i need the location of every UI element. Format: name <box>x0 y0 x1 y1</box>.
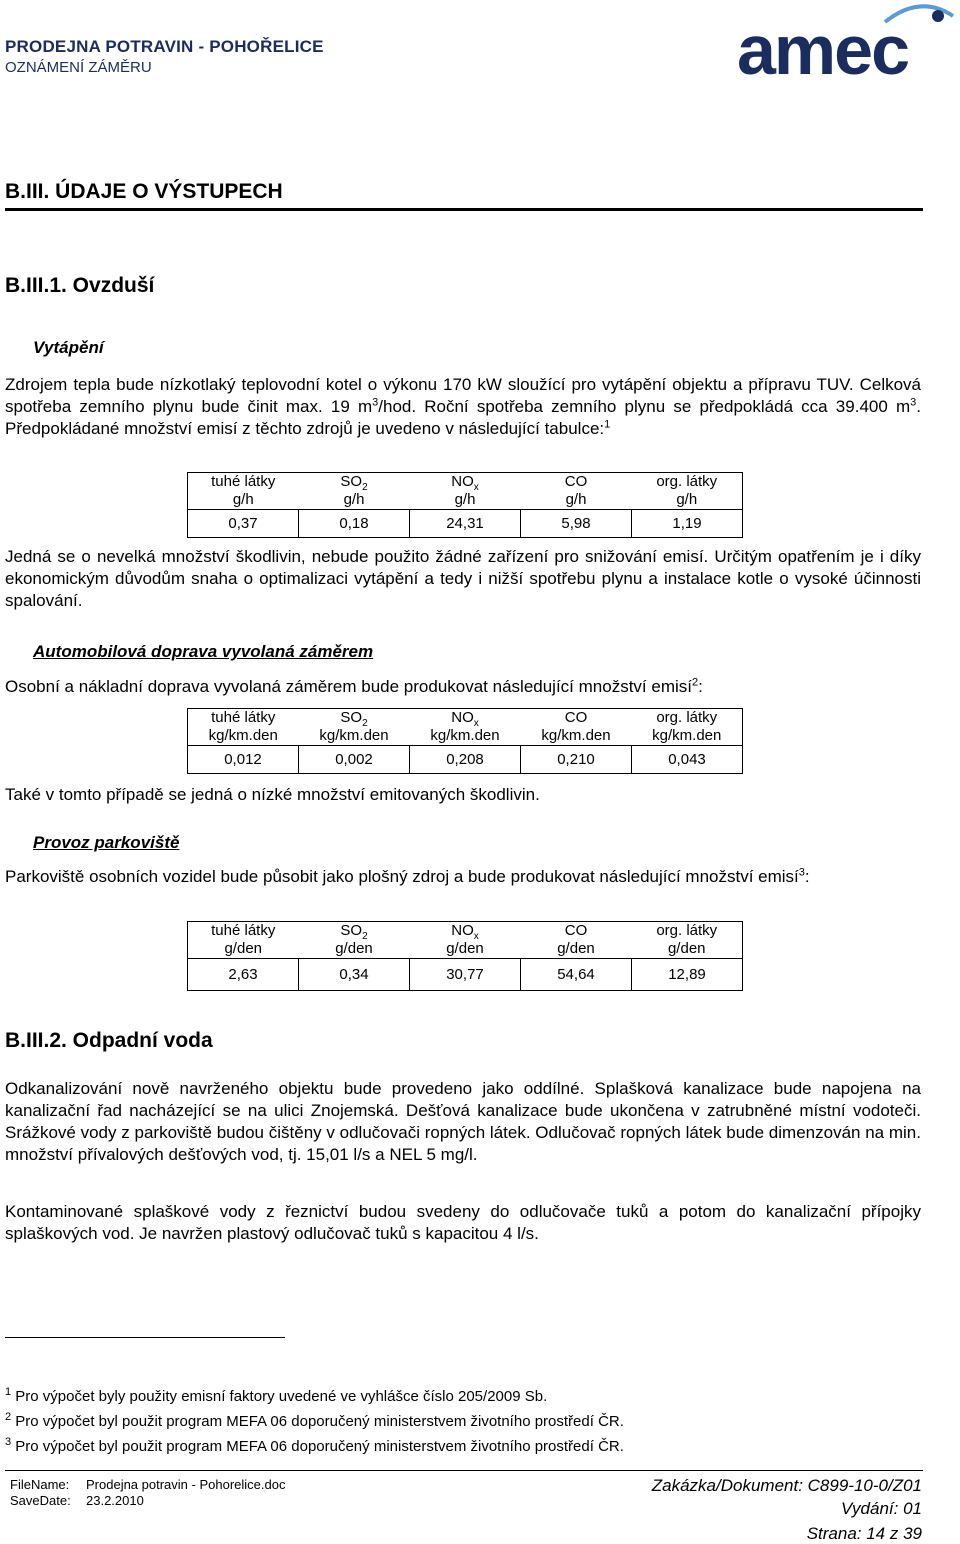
table-value-cell: 0,002 <box>299 746 410 774</box>
table-value-cell: 0,34 <box>299 959 410 991</box>
section-title: B.III. ÚDAJE O VÝSTUPECH <box>5 180 283 203</box>
water-paragraph-1: Odkanalizování nově navrženého objektu bude provedeno jako oddílné. Splašková kanalizace bude napojena na kanalizační řad nacházející se na ulici Znojemská. Dešťová kanalizace bude ukončena v zatrubněné místní vodoteči. Srážkové vody z parkoviště budou čištěny v odlučovači ropných látek. Odlučovač ropných látek bude dimenzován na min. množství přívalových dešťových vod, tj. 15,01 l/s a NEL 5 mg/l. <box>5 1079 921 1164</box>
table-header-cell: org. látky kg/km.den <box>652 709 722 744</box>
table-header-cell: CO g/den <box>557 922 595 957</box>
table-header-cell: $SO_2$ g/h <box>340 473 368 508</box>
table-header-cell: $NO_x$ kg/km.den <box>430 709 500 744</box>
heating-paragraph-2: Jedná se o nevelká množství škodlivin, nebude použito žádné zařízení pro snižování emisí. Určitým opatřením je i díky ekonomickým důvodům snaha o optimalizaci vytápění a tedy i nižší spotřebu plynu a instalace kotle o vysoké účinnosti spalování. <box>5 547 921 610</box>
table-header-cell: $NO_x$ g/den <box>446 922 484 957</box>
table-value-cell: 12,89 <box>632 959 743 991</box>
table-header-cell: $SO_2$ kg/km.den <box>319 709 389 744</box>
traffic-paragraph-1: Osobní a nákladní doprava vyvolaná záměrem bude produkovat následující množství emisí$^2$: <box>5 676 703 696</box>
document-header-title: PRODEJNA POTRAVIN - POHOŘELICE <box>5 37 324 56</box>
table-header-cell: $NO_x$ g/h <box>451 473 479 508</box>
table-header-cell: org. látky g/den <box>656 922 718 957</box>
table-header-cell: tuhé látky g/den <box>211 922 276 957</box>
table-value-cell: 0,18 <box>299 510 410 538</box>
table-value-cell: 0,208 <box>410 746 521 774</box>
footer-savedate: 23.2.2010 <box>86 1493 144 1508</box>
amec-logo-graphic <box>735 2 957 82</box>
table-header-cell: $SO_2$ g/den <box>335 922 373 957</box>
footnote-1: $^1$ Pro výpočet byly použity emisní faktory uvedené ve vyhlášce číslo 205/2009 Sb. <box>5 1386 548 1405</box>
parking-heading: Provoz parkoviště <box>33 833 180 852</box>
footnote-2: $^2$ Pro výpočet byl použit program MEFA 06 doporučený ministerstvem životního prostředí ČR. <box>5 1411 624 1430</box>
table-value-cell: 1,19 <box>632 510 743 538</box>
footer-savedate-label: SaveDate: <box>10 1493 71 1508</box>
table-value-cell: 5,98 <box>521 510 632 538</box>
section-divider <box>5 208 923 211</box>
footer-filename-label: FileName: <box>10 1477 70 1492</box>
table-header-cell: CO kg/km.den <box>541 709 611 744</box>
table-header-cell: org. látky g/h <box>656 473 718 508</box>
table-value-cell: 0,043 <box>632 746 743 774</box>
heating-paragraph-1: Zdrojem tepla bude nízkotlaký teplovodní kotel o výkonu 170 kW sloužící pro vytápění objektu a přípravu TUV. Celková spotřeba zemního plynu bude činit max. 19 $m^3$/hod. Roční spotřeba zemního plynu se předpokládá cca 39.400 $m^3$. Předpokládané množství emisí z těchto zdrojů je uvedeno v následující tabulce:$^1$ <box>5 375 921 438</box>
footer-page-number: Strana: 14 z 39 <box>806 1524 922 1543</box>
footer-filename: Prodejna potravin - Pohorelice.doc <box>86 1477 286 1492</box>
table-value-cell: 0,210 <box>521 746 632 774</box>
footer-divider <box>5 1470 923 1471</box>
footer-document-id: Zakázka/Dokument: C899-10-0/Z01 <box>651 1476 922 1495</box>
heating-heading: Vytápění <box>33 338 104 357</box>
heating-emissions-table <box>187 472 743 538</box>
table-value-cell: 54,64 <box>521 959 632 991</box>
document-header-subtitle: OZNÁMENÍ ZÁMĚRU <box>5 59 152 76</box>
subsection-air-title: B.III.1. Ovzduší <box>5 274 155 297</box>
table-header-cell: CO g/h <box>564 473 588 508</box>
table-header-cell: tuhé látky g/h <box>211 473 276 508</box>
parking-emissions-table <box>187 921 743 991</box>
footnote-3: $^3$ Pro výpočet byl použit program MEFA 06 doporučený ministerstvem životního prostředí ČR. <box>5 1436 624 1455</box>
water-paragraph-2: Kontaminované splaškové vody z řeznictví budou svedeny do odlučovače tuků a potom do kanalizační přípojky splaškových vod. Je navržen plastový odlučovač tuků s kapacitou 4 l/s. <box>5 1202 921 1243</box>
logo-text: amec <box>737 11 909 82</box>
traffic-heading: Automobilová doprava vyvolaná záměrem <box>33 642 374 661</box>
traffic-paragraph-2: Také v tomto případě se jedná o nízké množství emitovaných škodlivin. <box>5 785 540 804</box>
table-value-cell: 30,77 <box>410 959 521 991</box>
parking-paragraph-1: Parkoviště osobních vozidel bude působit jako plošný zdroj a bude produkovat následující množství emisí$^3$: <box>5 866 810 886</box>
table-value-cell: 2,63 <box>188 959 299 991</box>
table-value-cell: 0,012 <box>188 746 299 774</box>
table-value-cell: 0,37 <box>188 510 299 538</box>
amec-logo <box>735 2 957 82</box>
footer-issue: Vydání: 01 <box>841 1499 922 1518</box>
traffic-emissions-table <box>187 708 743 774</box>
subsection-water-title: B.III.2. Odpadní voda <box>5 1029 213 1052</box>
table-header-cell: tuhé látky kg/km.den <box>208 709 278 744</box>
footnote-separator <box>5 1337 285 1338</box>
table-value-cell: 24,31 <box>410 510 521 538</box>
